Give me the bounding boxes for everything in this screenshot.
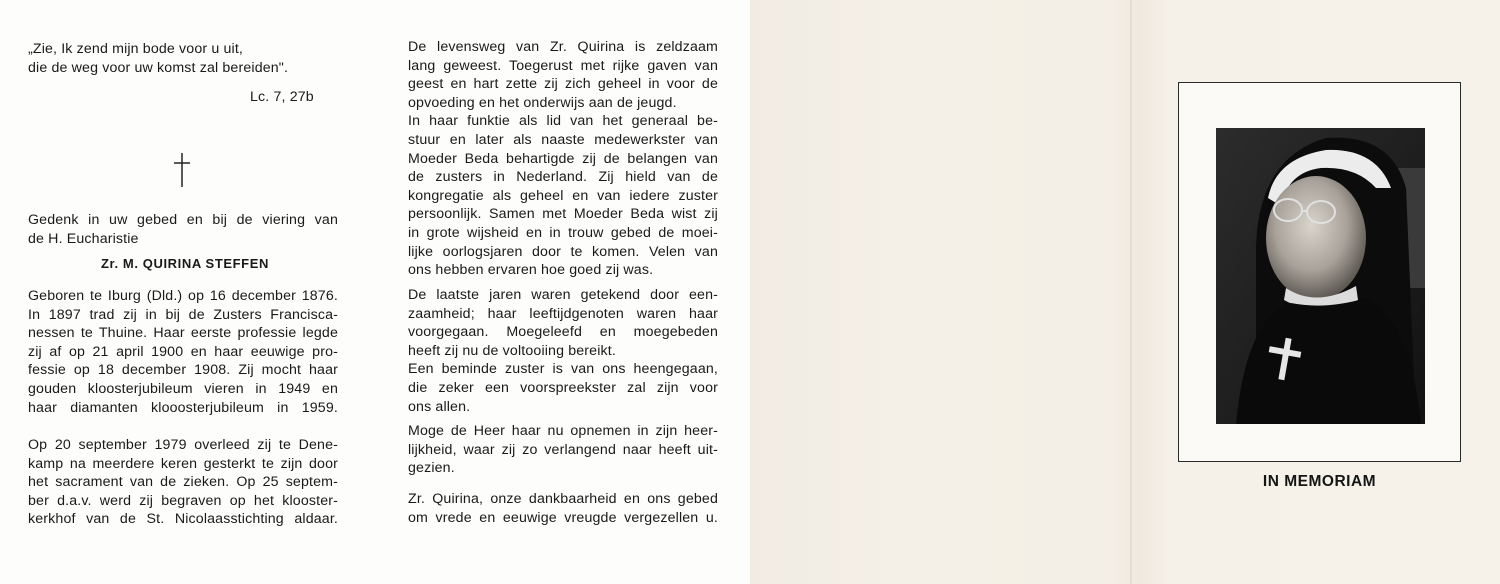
- text-line: ons allen.: [408, 398, 471, 415]
- text-line: Zr. Quirina, onze dankbaarheid en ons gebed: [408, 491, 718, 507]
- quote-line: die de weg voor uw komst zal bereiden".: [28, 59, 289, 76]
- text-line: haar diamanten klooosterjubileum in 1959.: [28, 399, 338, 416]
- bible-quote: [28, 40, 348, 77]
- text-line: fessie op 18 december 1908. Zij mocht haar: [28, 362, 338, 379]
- text-line: kamp na meerdere keren gesterkt te zijn door: [28, 455, 338, 472]
- text-line: In haar funktie als lid van het generaal be-: [408, 113, 718, 130]
- text-line: de zusters in Nederland. Zij hield van de: [408, 169, 718, 186]
- text-line: Geboren te Iburg (Dld.) op 16 december 1876.: [28, 288, 338, 304]
- portrait-photo: [1216, 128, 1425, 424]
- text-line: het sacrament van de zieken. Op 25 septem-: [28, 474, 338, 491]
- prayer-paragraph: [408, 422, 718, 478]
- text-line: Moeder Beda behartigde zij de belangen van: [408, 150, 718, 167]
- text-line: lijke oorlogsjaren door te komen. Velen van: [408, 243, 718, 260]
- text-line: zaamheid; haar leeftijdgenoten waren haar: [408, 305, 718, 322]
- fold-line: [1130, 0, 1132, 584]
- text-line: ons hebben ervaren hoe goed zij was.: [408, 262, 654, 279]
- text-line: nessen te Thuine. Haar eerste professie legde: [28, 325, 338, 342]
- text-line: In 1897 trad zij in bij de Zusters Francisca-: [28, 306, 338, 323]
- text-line: heeft zij nu de voltooiing bereikt.: [408, 342, 616, 359]
- text-line: geest en hart zette zij zich geheel in voor de: [408, 76, 718, 93]
- nun-portrait-image: [1216, 128, 1425, 424]
- text-line: gezien.: [408, 460, 455, 477]
- tribute-paragraph: [408, 286, 718, 416]
- text-line: Een beminde zuster is van ons heengegaan,: [408, 361, 718, 378]
- text-line: in grote wijsheid en in trouw gebed de moei-: [408, 224, 718, 241]
- text-line: lijkheid, waar zij zo verlangend naar heeft uit-: [408, 441, 718, 458]
- text-line: lang geweest. Toegerust met rijke gaven van: [408, 57, 718, 74]
- quote-reference: Lc. 7, 27b: [250, 89, 314, 105]
- text-line: persoonlijk. Samen met Moeder Beda wist zij: [408, 206, 718, 223]
- text-line: de H. Eucharistie: [28, 230, 139, 247]
- text-line: De laatste jaren waren getekend door een-: [408, 287, 718, 303]
- text-line: Moge de Heer haar nu opnemen in zijn heer-: [408, 423, 718, 439]
- text-line: opvoeding en het onderwijs aan de jeugd.: [408, 94, 677, 111]
- deceased-name: Zr. M. QUIRINA STEFFEN: [100, 256, 269, 271]
- text-line: Op 20 september 1979 overleed zij te Dene-: [28, 437, 338, 453]
- text-line: voorgegaan. Moegeleefd en moegebeden: [408, 324, 718, 341]
- tribute-paragraph: [408, 38, 718, 280]
- text-line: kongregatie als geheel en van iedere zuster: [408, 187, 718, 204]
- text-line: gouden kloosterjubileum vieren in 1949 en: [28, 380, 338, 397]
- in-memoriam-heading: IN MEMORIAM: [1262, 473, 1377, 490]
- photo-frame: [1178, 82, 1461, 462]
- text-line: De levensweg van Zr. Quirina is zeldzaam: [408, 39, 718, 55]
- text-line: die zeker een voorspreekster zal zijn voor: [408, 379, 718, 396]
- latin-cross-icon: [172, 152, 192, 188]
- quote-line: „Zie, Ik zend mijn bode voor u uit,: [28, 41, 244, 57]
- text-line: stuur en later als naaste medewerkster van: [408, 131, 718, 148]
- death-paragraph: [28, 436, 338, 529]
- closing-paragraph: [408, 490, 718, 527]
- text-line: ber d.a.v. werd zij begraven op het klooster-: [28, 492, 338, 509]
- text-line: zij af op 21 april 1900 en haar eeuwige pro-: [28, 343, 338, 360]
- text-line: kerkhof van de St. Nicolaasstichting aldaar.: [28, 511, 338, 528]
- text-line: Gedenk in uw gebed en bij de viering van: [28, 212, 338, 228]
- text-line: om vrede en eeuwige vreugde vergezellen u.: [408, 509, 718, 526]
- biography-paragraph: [28, 287, 338, 417]
- intro-text: [28, 211, 338, 248]
